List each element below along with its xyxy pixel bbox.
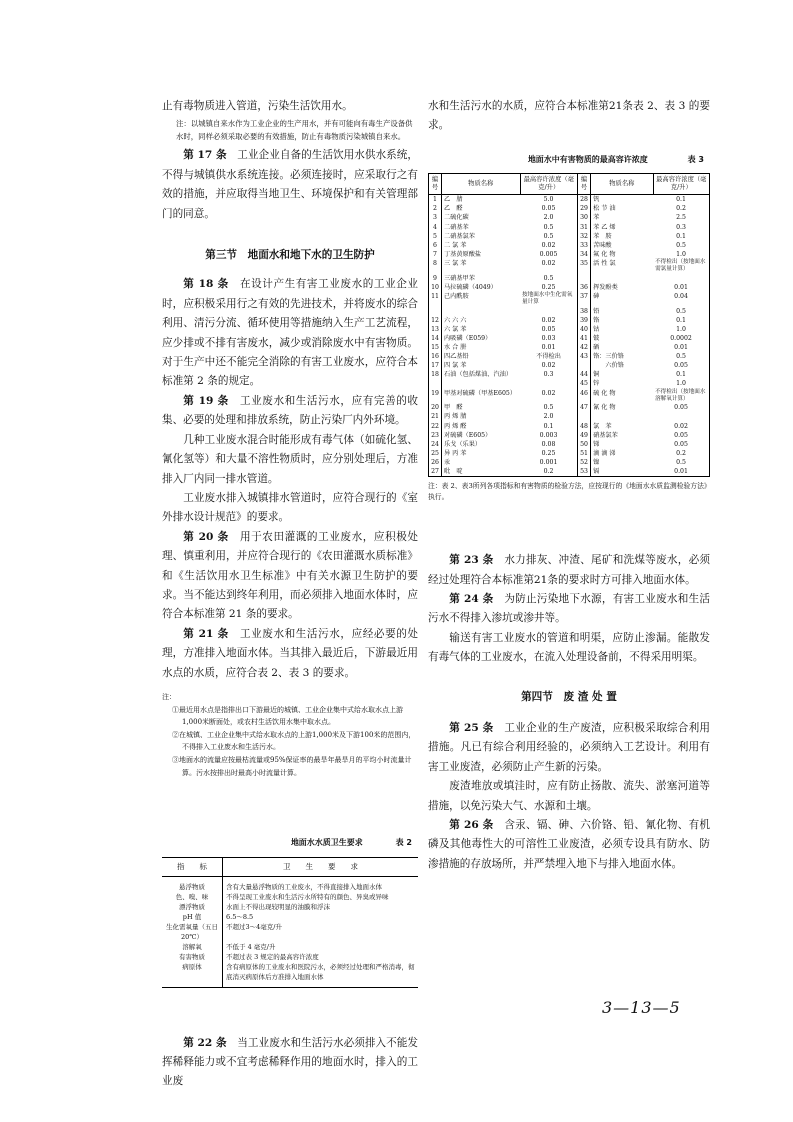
cell-concentration xyxy=(653,412,709,421)
cell-no: 14 xyxy=(429,334,442,343)
cell-concentration: 0.02 xyxy=(520,259,578,274)
cell-concentration: 0.05 xyxy=(674,362,688,370)
row-requirement: 水面上不得出现较明显的油膜和浮沫 xyxy=(226,902,330,911)
cell-concentration: 0.01 xyxy=(674,344,688,352)
cell-no: 39 xyxy=(578,316,591,325)
cell-no: 35 xyxy=(578,259,591,274)
header-requirement: 卫 生 要 求 xyxy=(223,857,419,876)
cell-name: 二硝基氯苯 xyxy=(444,232,475,240)
row-requirement: 含有大量悬浮物质的工业废水，不得直接排入地面水体 xyxy=(226,882,382,891)
cell-concentration: 0.25 xyxy=(520,283,578,292)
cell-concentration: 不得检出（按地面水需氯量计算） xyxy=(655,258,706,273)
row-index: pH 值 xyxy=(162,912,223,922)
article-label: 第 18 条 xyxy=(183,278,229,291)
notes-head: 注： xyxy=(162,692,176,701)
table-header-row xyxy=(429,174,710,195)
section-4-title: 第四节 废 渣 处 置 xyxy=(521,690,617,703)
cell-name: 乐戈（乐果） xyxy=(444,440,482,448)
cell-no: 43 xyxy=(578,352,591,361)
cell-no: 37 xyxy=(578,292,591,307)
cell-name: 六价铬 xyxy=(593,362,624,370)
cell-name: 甲 醛 xyxy=(444,404,463,412)
cell-no: 45 xyxy=(578,379,591,388)
cell-name: 甲基对硫磷（甲基E605） xyxy=(444,389,517,397)
article-label: 第 20 条 xyxy=(183,530,229,543)
cell-name xyxy=(442,379,521,388)
table-row xyxy=(429,316,710,325)
cell-no: 16 xyxy=(429,352,442,361)
article-label: 第 21 条 xyxy=(183,627,229,640)
cell-concentration: 2.5 xyxy=(676,214,686,222)
table-2-caption xyxy=(162,833,418,852)
cell-name: 乙 醛 xyxy=(444,205,463,213)
cell-name: 活 性 氯 xyxy=(593,259,616,267)
cell-no: 10 xyxy=(429,283,442,292)
cell-no: 3 xyxy=(429,213,442,222)
table-row xyxy=(429,292,710,307)
cell-no: 29 xyxy=(578,204,591,213)
article-24-paragraph-2: 输送有害工业废水的管道和明渠，应防止渗漏。能散发有毒气体的工业废水，在流入处理设备前，不得采用明渠。 xyxy=(428,631,710,664)
cell-no: 24 xyxy=(429,440,442,449)
table-row xyxy=(162,942,418,952)
table-row xyxy=(429,232,710,241)
article-25-paragraph-2: 废渣堆放或填洼时，应有防止扬散、流失、淤塞河道等措施，以免污染大气、水源和土壤。 xyxy=(428,780,710,812)
table-row xyxy=(429,467,710,477)
cell-no: 25 xyxy=(429,449,442,458)
cell-concentration: 0.2 xyxy=(520,467,578,477)
cell-concentration: 2.0 xyxy=(520,213,578,222)
article-label: 第 19 条 xyxy=(183,394,229,407)
cell-concentration: 不得检出 xyxy=(520,352,578,361)
table-row xyxy=(429,223,710,232)
table-2 xyxy=(162,857,418,988)
table-row xyxy=(429,449,710,458)
table-row xyxy=(429,213,710,222)
cell-no: 20 xyxy=(429,403,442,412)
note-1: ①最近用水点是指排出口下游最近的城镇、工业企业集中式给水取水点上游1,000米断面处，或农村生活饮用水集中取水点。 xyxy=(172,705,403,727)
table-row xyxy=(162,952,418,962)
cell-concentration: 按地面水中生化需氧量计算 xyxy=(520,292,578,307)
cell-no xyxy=(578,412,591,421)
cell-name: 己内酰胺 xyxy=(444,292,469,300)
table-row xyxy=(429,195,710,205)
cell-concentration: 0.1 xyxy=(520,422,578,431)
row-requirement: 不低于 4 毫克/升 xyxy=(226,942,276,951)
table-3-title: 地面水中有害物质的最高容许浓度 xyxy=(527,154,648,164)
row-index: 悬浮物质 xyxy=(162,876,223,892)
cell-concentration xyxy=(520,379,578,388)
table-row xyxy=(429,343,710,352)
cell-name: 铍 xyxy=(593,334,600,342)
cell-name: 四乙基铅 xyxy=(444,353,469,361)
cell-no: 47 xyxy=(578,403,591,412)
cell-name: 钒 xyxy=(593,196,600,204)
cell-name: 四 氯 苯 xyxy=(444,362,467,370)
article-label: 第 26 条 xyxy=(449,818,494,831)
cell-name: 三硝基甲苯 xyxy=(444,274,475,282)
cell-name xyxy=(591,412,654,421)
cell-concentration: 1.0 xyxy=(676,380,686,388)
article-25 xyxy=(428,719,710,777)
cell-name: 钴 xyxy=(593,325,600,333)
table-row xyxy=(429,204,710,213)
article-19-paragraph-3: 工业废水排入城镇排水管道时，应符合现行的《室外排水设计规范》的要求。 xyxy=(162,491,418,524)
cell-name: 汞 xyxy=(444,458,451,466)
article-text: 水力排灰、冲渣、尾矿和洗煤等废水，必须经过处理符合本标准第21条的要求时方可排入地面水体。 xyxy=(428,554,711,586)
cell-no: 18 xyxy=(429,370,442,379)
article-label: 第 17 条 xyxy=(183,149,227,162)
article-text: 为防止污染地下水源，有害工业废水和生活污水不得排入渗坑或渗井等。 xyxy=(428,592,711,625)
table-row xyxy=(429,370,710,379)
cell-no: 12 xyxy=(429,316,442,325)
cell-concentration: 0.05 xyxy=(520,325,578,334)
cell-name: 苯 乙 烯 xyxy=(593,223,616,231)
table-row xyxy=(429,250,710,259)
intro-note: 注：以城镇自来水作为工业企业的生产用水，并有可能向有毒生产设备供水时，同样必须采取必要的有效措施，防止有毒物质污染城镇自来水。 xyxy=(176,119,413,142)
cell-name: 锑 xyxy=(593,440,600,448)
table-3-block xyxy=(428,150,710,503)
cell-name: 丙 烯 腈 xyxy=(444,413,467,421)
cell-no: 9 xyxy=(429,274,442,283)
intro-paragraph: 止有毒物质进入管道，污染生活饮用水。 xyxy=(162,100,353,112)
cell-concentration: 0.01 xyxy=(520,343,578,352)
table-row xyxy=(162,922,418,942)
cell-name: 镍 xyxy=(593,458,600,466)
cell-name: 六 氯 苯 xyxy=(444,325,467,333)
article-label: 第 24 条 xyxy=(449,592,494,605)
article-24 xyxy=(428,590,710,629)
cell-no: 11 xyxy=(429,292,442,307)
cell-no: 4 xyxy=(429,223,442,232)
note-3: ③地面水的流量应按最枯流量或95%保证率的最旱年最旱月的平均小时流量计算。污水按排出时最高小时流量计算。 xyxy=(172,755,412,777)
cell-name: 丙 烯 醛 xyxy=(444,422,467,430)
cell-no: 52 xyxy=(578,458,591,467)
page-number: 3—13—5 xyxy=(602,998,681,1017)
table-row xyxy=(429,241,710,250)
article-text: 在设计产生有害工业废水的工业企业时，应积极采用行之有效的先进技术，并将废水的综合利用、清污分流、循环使用等措施纳入生产工艺流程，应少排或不排有害废水，减少或消除废水中有害物质。对于生产中还不能完全消除的有害工业废水，应符合本标准第 2 条的规定。 xyxy=(162,278,419,388)
article-26 xyxy=(428,816,710,874)
cell-no: 6 xyxy=(429,241,442,250)
cell-concentration: 0.02 xyxy=(520,361,578,370)
article-text: 工业废水和生活污水，应有完善的收集、必要的处理和排放系统，防止污染厂内外环境。 xyxy=(162,394,419,427)
cell-concentration: 0.03 xyxy=(520,334,578,343)
cell-name: 苯 xyxy=(593,214,600,222)
cell-no: 48 xyxy=(578,422,591,431)
cell-no: 40 xyxy=(578,325,591,334)
cell-concentration: 1.0 xyxy=(676,325,686,333)
table-3-caption xyxy=(428,150,710,169)
table-row xyxy=(429,389,710,404)
cell-name: 挥发酚类 xyxy=(593,283,618,291)
cell-name: 乙 腈 xyxy=(444,196,463,204)
table-2-block xyxy=(162,833,418,987)
cell-concentration: 0.3 xyxy=(520,370,578,379)
table-row xyxy=(429,431,710,440)
cell-name: 水 合 肼 xyxy=(444,344,467,352)
table-row xyxy=(429,412,710,421)
cell-no xyxy=(429,379,442,388)
article-text: 当工业废水和生活污水必须排入不能发挥稀释能力或不宜考虑稀释作用的地面水时，排入的工业废 xyxy=(162,1036,419,1088)
cell-no: 22 xyxy=(429,422,442,431)
cell-name: 松 节 油 xyxy=(593,205,616,213)
cell-no: 19 xyxy=(429,389,442,404)
cell-no: 34 xyxy=(578,250,591,259)
cell-no: 13 xyxy=(429,325,442,334)
section-3-title: 第三节 地面水和地下水的卫生防护 xyxy=(205,249,375,262)
row-index: 色、嗅、味 xyxy=(162,892,223,902)
cell-name: 二 氯 苯 xyxy=(444,241,467,249)
header-concentration: 最高容许浓度（毫克/升） xyxy=(653,174,709,195)
cell-name: 内吸磷（E059） xyxy=(444,334,492,342)
cell-name: 滴 滴 涕 xyxy=(593,449,616,457)
cell-concentration xyxy=(520,307,578,316)
cell-name: 苦味酸 xyxy=(593,241,612,249)
continuation-paragraph: 水和生活污水的水质，应符合本标准第21条表 2、表 3 的要求。 xyxy=(428,100,710,132)
cell-name: 锌 xyxy=(593,380,600,388)
cell-name: 六 六 六 xyxy=(444,316,467,324)
table-row xyxy=(429,307,710,316)
table-row xyxy=(429,422,710,431)
cell-concentration: 0.1 xyxy=(676,371,686,379)
table-row xyxy=(429,361,710,370)
cell-no: 42 xyxy=(578,343,591,352)
cell-no: 33 xyxy=(578,241,591,250)
cell-no: 49 xyxy=(578,431,591,440)
cell-concentration: 0.1 xyxy=(676,316,686,324)
cell-concentration: 0.01 xyxy=(674,283,688,291)
cell-name: 铅 xyxy=(593,307,600,315)
article-text: 工业企业的生产废渣，应积极采取综合利用措施。凡已有综合利用经验的，必须纳入工艺设计。利用有害工业废渣，必须防止产生新的污染。 xyxy=(428,721,711,773)
cell-name: 硫 化 物 xyxy=(593,389,616,397)
right-column xyxy=(428,97,710,874)
table-row xyxy=(429,325,710,334)
cell-name: 三 氯 苯 xyxy=(444,259,467,267)
article-18 xyxy=(162,275,418,391)
cell-no xyxy=(578,274,591,283)
article-label: 第 25 条 xyxy=(449,721,494,734)
cell-name: 氟 化 物 xyxy=(593,250,616,258)
header-name: 物质名称 xyxy=(591,174,654,195)
cell-concentration xyxy=(653,274,709,283)
article-20 xyxy=(162,528,418,625)
cell-concentration: 0.05 xyxy=(674,404,688,412)
cell-concentration: 0.05 xyxy=(674,440,688,448)
table-row xyxy=(429,458,710,467)
cell-name: 二硝基苯 xyxy=(444,223,469,231)
cell-concentration: 0.5 xyxy=(520,274,578,283)
cell-concentration: 0.05 xyxy=(674,431,688,439)
article-text: 用于农田灌溉的工业废水，应积极处理、慎重利用，并应符合现行的《农田灌溉水质标准》和《生活饮用水卫生标准》中有关水源卫生防护的要求。当不能达到终年利用，而必须排入地面水体时，应符合本标准第 21 条的要求。 xyxy=(162,530,419,621)
cell-concentration: 0.1 xyxy=(676,232,686,240)
row-requirement: 含有病原体的工业废水和医院污水，必须经过处理和严格消毒，彻底消灭病原体后方准排入地面水体 xyxy=(226,962,415,981)
article-text: 含汞、镉、砷、六价铬、铅、氰化物、有机磷及其他毒性大的可溶性工业废渣，必须专设具有防水、防渗措施的存放场所，并严禁埋入地下与排入地面水体。 xyxy=(428,818,711,870)
cell-concentration: 0.02 xyxy=(674,422,688,430)
cell-no: 15 xyxy=(429,343,442,352)
cell-no: 44 xyxy=(578,370,591,379)
cell-no: 1 xyxy=(429,195,442,205)
cell-concentration: 0.003 xyxy=(520,431,578,440)
table-row xyxy=(429,440,710,449)
cell-no: 28 xyxy=(578,195,591,205)
note-2: ②在城镇、工业企业集中式给水取水点的上游1,000米及下游100米的范围内，不得排入工业废水和生活污水。 xyxy=(172,730,416,752)
cell-no xyxy=(578,361,591,370)
cell-no: 50 xyxy=(578,440,591,449)
cell-no: 32 xyxy=(578,232,591,241)
cell-concentration: 0.01 xyxy=(674,468,688,475)
cell-no: 5 xyxy=(429,232,442,241)
table-3-body xyxy=(429,195,710,477)
cell-concentration: 0.001 xyxy=(520,458,578,467)
cell-name: 硝基氯苯 xyxy=(593,431,618,439)
cell-concentration: 0.5 xyxy=(520,403,578,412)
cell-no: 53 xyxy=(578,467,591,477)
article-19 xyxy=(162,392,418,431)
cell-no: 36 xyxy=(578,283,591,292)
cell-concentration: 0.5 xyxy=(676,458,686,466)
cell-concentration: 0.5 xyxy=(676,307,686,315)
cell-no: 27 xyxy=(429,467,442,477)
article-19-paragraph-2: 几种工业废水混合时能形成有毒气体（如硫化氢、氰化氢等）和大量不溶性物质时，应分别处理后，方准排入厂内同一排水管道。 xyxy=(162,433,418,485)
cell-name: 硒 xyxy=(593,344,600,352)
cell-concentration: 0.5 xyxy=(520,232,578,241)
cell-concentration: 0.2 xyxy=(676,205,686,213)
cell-name: 氰 化 物 xyxy=(593,404,616,412)
row-index: 溶解氧 xyxy=(162,942,223,952)
article-text: 工业企业自备的生活饮用水供水系统，不得与城镇供水系统连接。必须连接时，应采取行之有效的措施，并应取得当地卫生、环境保护和有关管理部门的同意。 xyxy=(162,149,419,220)
cell-concentration: 0.02 xyxy=(520,316,578,325)
cell-name: 氯 苯 xyxy=(593,422,612,430)
cell-no: 23 xyxy=(429,431,442,440)
cell-no: 30 xyxy=(578,213,591,222)
cell-concentration: 2.0 xyxy=(520,412,578,421)
article-text: 工业废水和生活污水，应经必要的处理，方准排入地面水体。当其排入最近后，下游最近用水点的水质，应符合表 2、表 3 的要求。 xyxy=(162,627,419,679)
cell-concentration: 0.02 xyxy=(520,389,578,404)
cell-no: 8 xyxy=(429,259,442,274)
table-row xyxy=(429,403,710,412)
cell-no: 31 xyxy=(578,223,591,232)
article-22 xyxy=(162,1034,418,1092)
cell-concentration: 0.02 xyxy=(520,241,578,250)
left-column xyxy=(162,97,418,1092)
table-row xyxy=(429,352,710,361)
table-header-row xyxy=(162,857,418,876)
article-label: 第 22 条 xyxy=(183,1036,227,1049)
row-index: 有害物质 xyxy=(162,952,223,962)
row-index: 病原体 xyxy=(162,962,223,988)
cell-name: 异 丙 苯 xyxy=(444,449,467,457)
article-21 xyxy=(162,625,418,683)
cell-name: 吡 啶 xyxy=(444,468,463,475)
article-17 xyxy=(162,146,418,224)
table-row xyxy=(429,379,710,388)
row-index: 漂浮物质 xyxy=(162,902,223,912)
cell-name: 铜 xyxy=(593,371,600,379)
cell-concentration: 0.0002 xyxy=(670,334,692,342)
cell-no: 46 xyxy=(578,389,591,404)
cell-concentration: 0.04 xyxy=(674,292,688,300)
cell-name: 二硫化碳 xyxy=(444,214,469,222)
cell-name: 苯 胺 xyxy=(593,232,612,240)
row-requirement: 6.5～8.5 xyxy=(226,912,254,921)
cell-concentration: 不得检出（按地面水溶解氧计算） xyxy=(655,388,706,402)
cell-name xyxy=(442,307,521,316)
cell-name: 镉 xyxy=(593,468,600,475)
cell-concentration: 0.005 xyxy=(520,250,578,259)
table-3 xyxy=(428,173,710,477)
cell-name: 对硫磷（E605） xyxy=(444,431,492,439)
cell-no: 2 xyxy=(429,204,442,213)
row-requirement: 不得呈现工业废水和生活污水所特有的颜色、异臭或异味 xyxy=(226,892,389,901)
cell-concentration: 0.5 xyxy=(520,223,578,232)
header-index: 指 标 xyxy=(162,857,223,876)
cell-no xyxy=(429,307,442,316)
header-concentration: 最高容许浓度（毫克/升） xyxy=(520,174,578,195)
table-row xyxy=(162,912,418,922)
cell-concentration: 0.05 xyxy=(520,204,578,213)
table-row xyxy=(429,283,710,292)
table-row xyxy=(162,902,418,912)
table-3-note: 注：表 2、表3所列各项指标和有害物质的检验方法，应按现行的《地面水水质监测检验方法》执行。 xyxy=(428,482,708,502)
article-21-notes xyxy=(162,691,418,779)
row-requirement: 不超过表 3 规定的最高容许浓度 xyxy=(226,952,319,961)
cell-no: 21 xyxy=(429,412,442,421)
row-requirement: 不超过3～4毫克/升 xyxy=(226,922,282,931)
table-row xyxy=(429,334,710,343)
header-no: 编号 xyxy=(578,174,591,195)
cell-no: 26 xyxy=(429,458,442,467)
table-row xyxy=(162,892,418,902)
cell-concentration: 1.0 xyxy=(676,250,686,258)
header-name: 物质名称 xyxy=(442,174,521,195)
cell-name: 石油（包括煤油、汽油） xyxy=(444,371,513,379)
row-index: 生化需氧量（五日20℃） xyxy=(162,922,223,942)
table-2-title: 地面水水质卫生要求 xyxy=(290,838,363,848)
cell-concentration: 0.1 xyxy=(676,196,686,204)
header-no: 编号 xyxy=(429,174,442,195)
cell-concentration: 0.2 xyxy=(676,449,686,457)
cell-no: 41 xyxy=(578,334,591,343)
cell-name: 铬 xyxy=(593,316,600,324)
cell-concentration: 0.3 xyxy=(676,223,686,231)
cell-no: 7 xyxy=(429,250,442,259)
cell-no: 38 xyxy=(578,307,591,316)
table-row xyxy=(429,259,710,274)
cell-name: 丁基黄原酸盐 xyxy=(444,250,482,258)
cell-name xyxy=(591,274,654,283)
cell-concentration: 0.25 xyxy=(520,449,578,458)
table-row xyxy=(429,274,710,283)
cell-no: 51 xyxy=(578,449,591,458)
cell-no: 17 xyxy=(429,361,442,370)
cell-concentration: 0.5 xyxy=(676,241,686,249)
cell-name: 马拉硫磷（4049） xyxy=(444,283,497,291)
cell-name: 铬：三价铬 xyxy=(593,353,624,361)
cell-concentration: 0.08 xyxy=(520,440,578,449)
article-23 xyxy=(428,551,710,590)
article-label: 第 23 条 xyxy=(449,554,494,567)
cell-concentration: 5.0 xyxy=(520,195,578,205)
table-row xyxy=(162,876,418,892)
cell-concentration: 0.5 xyxy=(676,353,686,361)
table-row xyxy=(162,962,418,988)
table-3-label: 表 3 xyxy=(687,154,704,164)
table-2-label: 表 2 xyxy=(395,838,412,848)
cell-name: 砷 xyxy=(593,292,600,300)
